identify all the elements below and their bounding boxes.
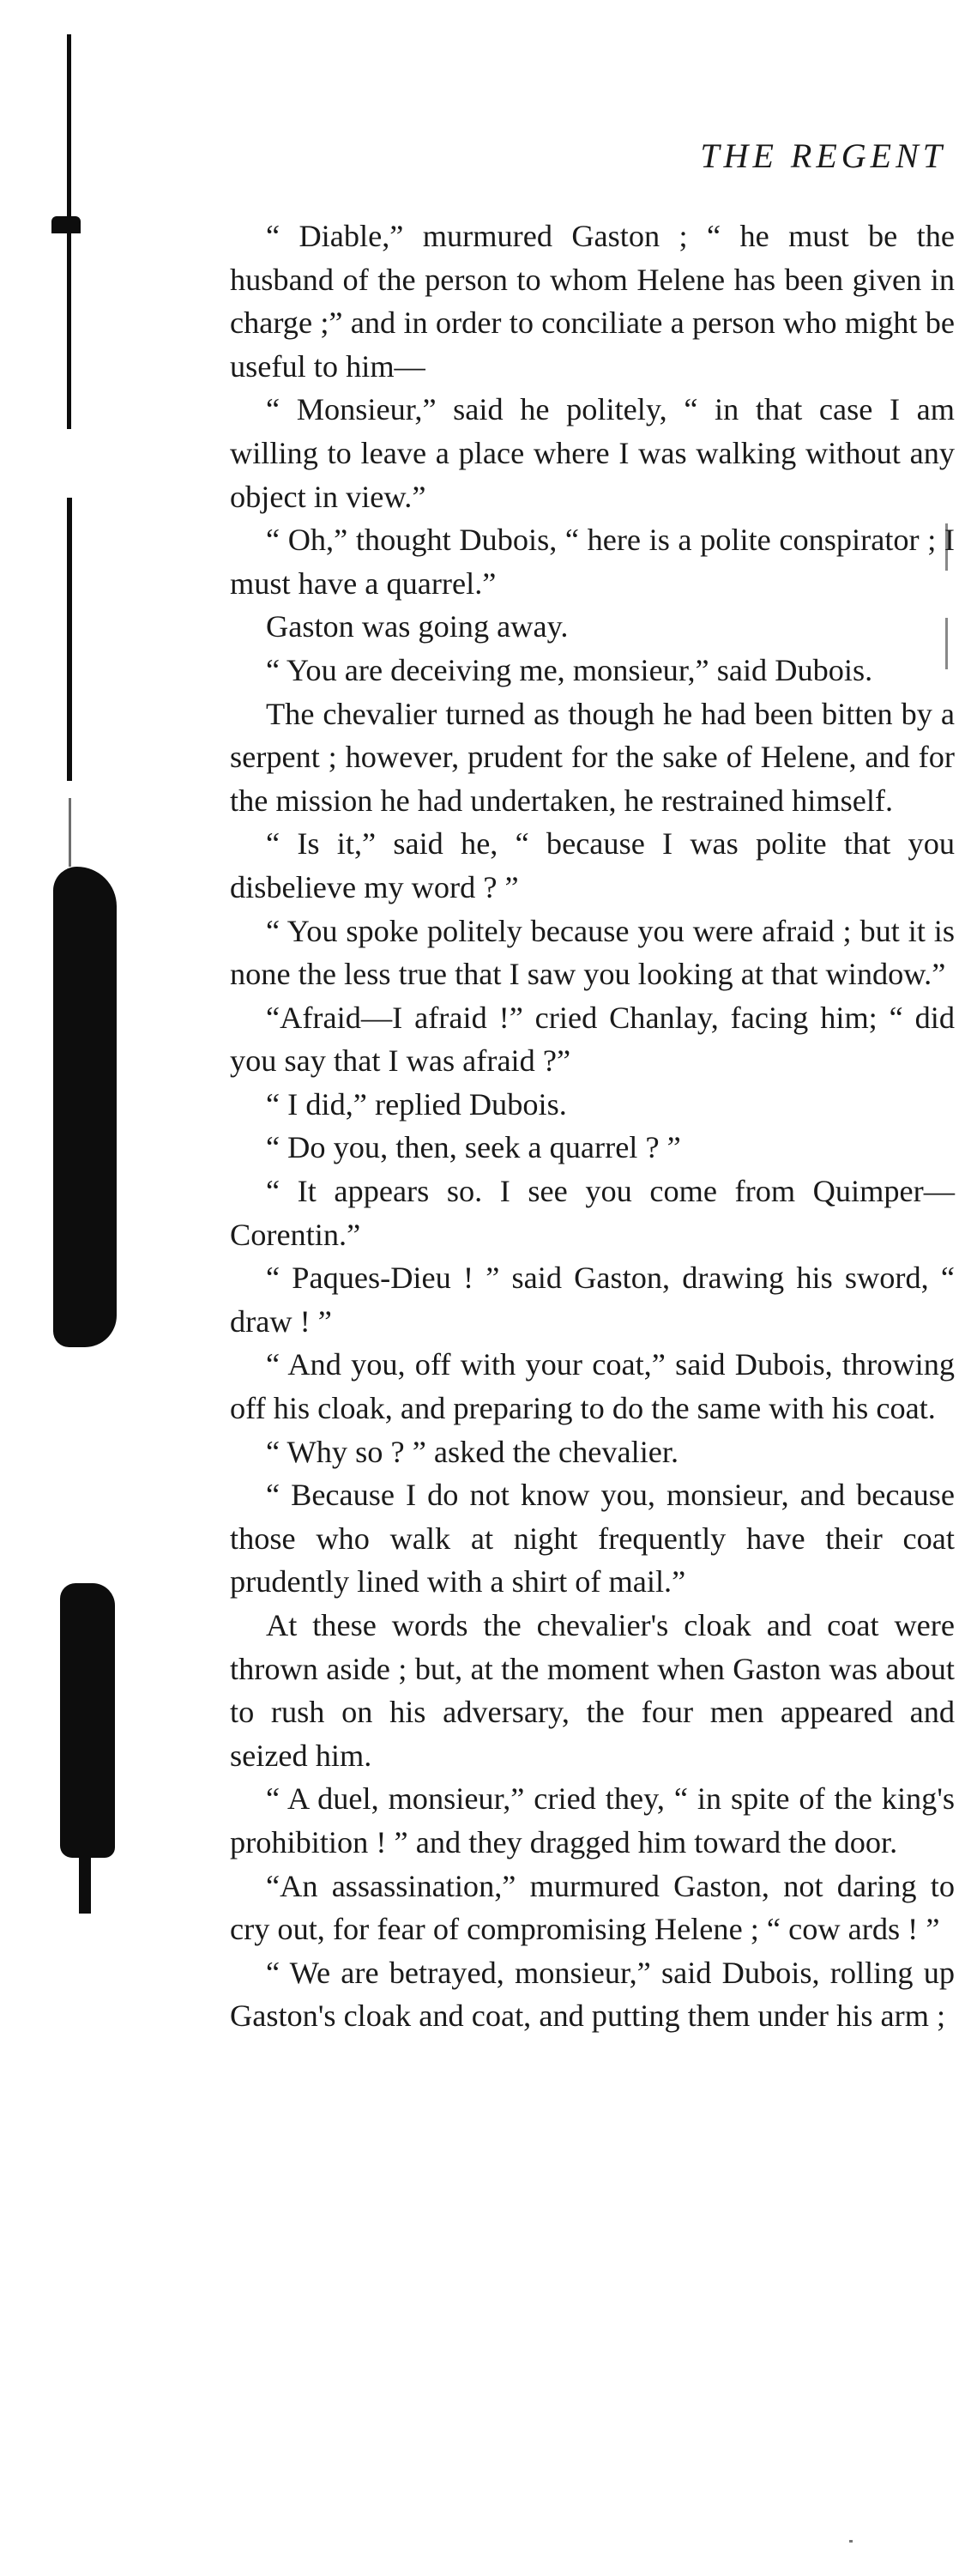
paragraph: “ Oh,” thought Dubois, “ here is a polite conspirator ; I must have a quarrel.”: [230, 523, 955, 601]
paragraph: “An assassination,” murmured Gaston, not daring to cry out, for fear of compromising Helene ; “ cow ards ! ”: [230, 1868, 955, 1947]
paragraph: “ Paques-Dieu ! ” said Gaston, drawing his sword, “ draw ! ”: [230, 1261, 955, 1339]
scan-artifact-blot: [53, 867, 117, 1347]
scan-artifact-blot: [79, 1836, 91, 1914]
paragraph: “ We are betrayed, monsieur,” said Dubois, rolling up Gaston's cloak and coat, and putting them under his arm ;: [230, 1955, 955, 2034]
paragraph: “ Monsieur,” said he politely, “ in that case I am willing to leave a place where I was walking without any object in view.”: [230, 392, 955, 514]
paragraph: “ Diable,” murmured Gaston ; “ he must be the husband of the person to whom Helene has been given in charge ;” and in order to conciliate a person who might be useful to him—: [230, 219, 955, 384]
paragraph: “ You are deceiving me, monsieur,” said Dubois.: [266, 652, 873, 687]
paragraph: “ It appears so. I see you come from Quimper—Corentin.”: [230, 1174, 955, 1252]
paragraph: “ Because I do not know you, monsieur, and because those who walk at night frequently have their coat prudently lined with a shirt of mail.”: [230, 1478, 955, 1599]
running-header: THE REGENT: [700, 136, 946, 175]
paragraph: “ Why so ? ” asked the chevalier.: [266, 1434, 679, 1469]
scan-artifact-line: [67, 498, 72, 781]
paragraph: The chevalier turned as though he had been bitten by a serpent ; however, prudent for the sake of Helene, and for the mission he had undertaken, he restrained himself.: [230, 696, 955, 818]
scan-artifact-dot: [849, 2540, 853, 2543]
paragraph: “ Is it,” said he, “ because I was polite that you disbelieve my word ? ”: [230, 826, 955, 904]
scan-artifact-hook: [51, 216, 81, 233]
body-text: [230, 215, 955, 2038]
paragraph: “Afraid—I afraid !” cried Chanlay, facing him; “ did you say that I was afraid ?”: [230, 1000, 955, 1079]
scan-artifact-blot: [60, 1583, 115, 1858]
paragraph: “ I did,” replied Dubois.: [266, 1086, 567, 1122]
paragraph: “ A duel, monsieur,” cried they, “ in spite of the king's prohibition ! ” and they dragged him toward the door.: [230, 1781, 955, 1859]
paragraph: “ And you, off with your coat,” said Dubois, throwing off his cloak, and preparing to do the same with his coat.: [230, 1347, 955, 1426]
paragraph: “ You spoke politely because you were afraid ; but it is none the less true that I saw you looking at that window.”: [230, 913, 955, 992]
paragraph: “ Do you, then, seek a quarrel ? ”: [266, 1130, 681, 1165]
paragraph: At these words the chevalier's cloak and coat were thrown aside ; but, at the moment when Gaston was about to rush on his adversary, the four men appeared and seized him.: [230, 1608, 955, 1773]
scan-artifact-line: [69, 798, 71, 867]
paragraph: Gaston was going away.: [266, 609, 569, 644]
